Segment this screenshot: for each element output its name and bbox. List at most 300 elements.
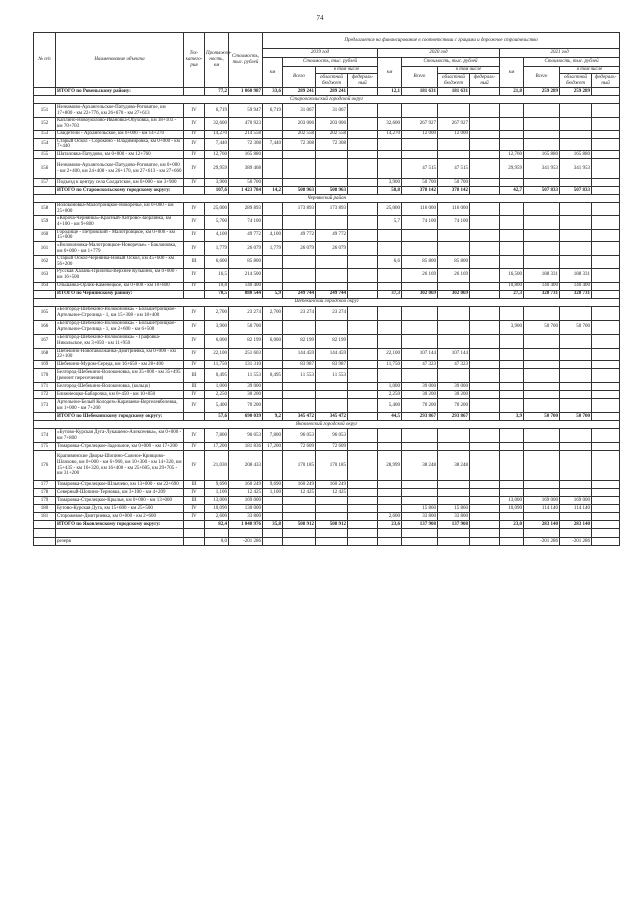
table-cell: 14,270 [378, 130, 402, 138]
table-cell [470, 215, 500, 229]
header-cost: Стоимость, тыс. рублей [229, 33, 263, 88]
object-name-cell: Старый Оскол-Чернянка-Новый Оскол, км 45+600 - км 56+200 [56, 256, 184, 269]
table-cell [348, 138, 378, 151]
table-cell: 181 631 [402, 88, 438, 96]
table-cell: 158 [34, 203, 56, 216]
table-cell: 137 908 [402, 521, 438, 529]
table-cell [402, 538, 438, 546]
table-cell: 12 000 [438, 130, 470, 138]
table-cell: 7,800 [263, 429, 283, 443]
table-cell [378, 529, 402, 538]
table-cell: 267 927 [438, 118, 470, 131]
total-row [34, 290, 620, 298]
table-cell [592, 451, 620, 481]
table-cell [34, 88, 56, 96]
table-cell [560, 369, 592, 383]
table-cell: 7,800 [205, 429, 229, 443]
object-name-cell: Русская Халань-Прилепы-Верхнее Кузькино, км 0+000 - км 16+500 [56, 268, 184, 282]
table-cell: IV [184, 505, 205, 513]
table-cell [348, 505, 378, 513]
table-cell: 27,3 [500, 290, 524, 298]
table-cell: -201 286 [560, 538, 592, 546]
object-name-cell: Старый Оскол - Сорокино - Владимировка, км 0+000 - км 7+440 [56, 138, 184, 151]
table-cell: 50 700 [402, 179, 438, 187]
object-name-cell: Белгород-Шебекино-Волоконовка, км 35+000 - км 35+495 (ремонт пересечения) [56, 369, 184, 383]
table-row [34, 306, 620, 320]
table-cell: IV [184, 320, 205, 334]
table-cell: 15 860 [402, 505, 438, 513]
table-cell: 289 241 [316, 88, 348, 96]
table-cell [348, 513, 378, 521]
table-cell [378, 489, 402, 497]
table-row [34, 179, 620, 187]
table-cell: 116 000 [402, 203, 438, 216]
table-cell [348, 361, 378, 369]
table-cell: 74 100 [438, 215, 470, 229]
table-cell [438, 229, 470, 242]
table-cell: IV [184, 489, 205, 497]
header-federal: федераль-ный [592, 74, 620, 88]
table-cell: 202 558 [316, 130, 348, 138]
table-cell: 173 [34, 399, 56, 413]
object-name-cell: Незнамово-Архангельское-Патудово-Роговатое, км 17+800 - км 22+776, км 26+670 - км 27+613 [56, 104, 184, 118]
table-cell: 47 323 [438, 361, 470, 369]
table-cell [592, 187, 620, 195]
table-cell: 508 963 [283, 187, 316, 195]
table-cell: 114 140 [524, 505, 560, 513]
table-cell [348, 497, 378, 505]
table-cell: 21,8 [500, 88, 524, 96]
table-cell: 74 100 [229, 215, 263, 229]
table-cell: 42,7 [500, 187, 524, 195]
table-cell [348, 229, 378, 242]
table-cell: 70 200 [402, 399, 438, 413]
table-cell: 188 331 [560, 268, 592, 282]
table-cell [402, 497, 438, 505]
object-name-cell: Томаровка-Стрелецкое-Задельное, км 0+000 - км 17+200 [56, 443, 184, 451]
table-cell [524, 443, 560, 451]
table-row [34, 268, 620, 282]
table-cell: 6,000 [205, 334, 229, 348]
table-cell: 152 [34, 118, 56, 131]
object-name-cell: Белгород-Шебекино-Волоконовка, (кольцо) [56, 383, 184, 391]
table-cell [524, 256, 560, 269]
table-cell: IV [184, 399, 205, 413]
table-cell [378, 443, 402, 451]
object-name-cell: Бутово-Курская Дуга, км 15+600 - км 25+500 [56, 505, 184, 513]
table-cell: 144 459 [283, 348, 316, 361]
table-cell: 49 772 [229, 229, 263, 242]
object-name-cell: Городище - Петровский - Малотроицкое, км 0+000 - км 15+000 [56, 229, 184, 242]
table-cell: IV [184, 334, 205, 348]
table-cell: 140 400 [560, 282, 592, 290]
object-name-cell: Крапивинские Дворы-Шопино-Сажное-Кривцово-Шляхово, км 0+000 - км 6+960, км 10+300 - км 14+320, км 15+435 - км 16+320, км 16+400 - км 25+605, км 29+705 - км 31+200 [56, 451, 184, 481]
table-cell [592, 361, 620, 369]
table-cell: 169 [34, 361, 56, 369]
table-cell [378, 320, 402, 334]
table-cell: 116 000 [438, 203, 470, 216]
table-cell: 180 [34, 505, 56, 513]
header-incl: в том числе [316, 67, 378, 74]
table-cell [500, 513, 524, 521]
table-cell [470, 88, 500, 96]
table-cell: 175 [34, 443, 56, 451]
table-cell: 162 [34, 256, 56, 269]
table-cell: 164 [34, 282, 56, 290]
table-cell: IV [184, 179, 205, 187]
table-cell [560, 481, 592, 489]
table-cell [402, 489, 438, 497]
table-cell [263, 215, 283, 229]
table-cell: 163 [34, 268, 56, 282]
table-cell [263, 383, 283, 391]
table-cell: 3,900 [500, 320, 524, 334]
table-cell [592, 529, 620, 538]
table-cell: 107 144 [402, 348, 438, 361]
table-cell [402, 481, 438, 489]
table-cell: 6,600 [205, 256, 229, 269]
table-cell: 470 923 [229, 118, 263, 131]
table-cell: 35,8 [263, 521, 283, 529]
table-cell [500, 489, 524, 497]
table-cell: IV [184, 443, 205, 451]
table-cell [263, 282, 283, 290]
table-cell [283, 215, 316, 229]
table-cell [500, 179, 524, 187]
table-cell: 11 553 [283, 369, 316, 383]
table-cell: 50 700 [229, 179, 263, 187]
table-cell [348, 529, 378, 538]
table-cell: 4,100 [263, 229, 283, 242]
total-row [34, 187, 620, 195]
table-cell: 74 100 [402, 215, 438, 229]
table-cell [283, 505, 316, 513]
table-cell: 5,9 [263, 290, 283, 298]
table-cell [560, 429, 592, 443]
table-cell [378, 242, 402, 256]
object-name-cell: ИТОГО по Старооскольскому городскому округу: [56, 187, 184, 195]
table-cell: 4,100 [205, 229, 229, 242]
table-cell [592, 268, 620, 282]
table-cell [402, 443, 438, 451]
table-cell: IV [184, 242, 205, 256]
table-cell [184, 521, 205, 529]
table-cell [592, 348, 620, 361]
table-cell: 39 000 [229, 383, 263, 391]
table-cell: 23,0 [500, 521, 524, 529]
table-cell: 85 800 [402, 256, 438, 269]
table-cell [470, 529, 500, 538]
table-cell [524, 513, 560, 521]
table-cell [470, 187, 500, 195]
table-cell [470, 242, 500, 256]
table-cell [470, 451, 500, 481]
table-cell [378, 497, 402, 505]
table-header [34, 33, 620, 88]
table-cell: 70,5 [205, 290, 229, 298]
table-cell: 154 [34, 138, 56, 151]
table-cell: 82 199 [283, 334, 316, 348]
table-cell [229, 529, 263, 538]
table-row [34, 229, 620, 242]
table-cell [348, 391, 378, 399]
header-regional: областной бюджет [438, 74, 470, 88]
table-cell: 23 274 [283, 306, 316, 320]
object-name-cell: Ольшанка-Орлик-Каменецкое, км 0+000 - км 10+800 [56, 282, 184, 290]
table-cell [438, 138, 470, 151]
table-cell: 6,719 [205, 104, 229, 118]
table-cell [560, 348, 592, 361]
table-row [34, 215, 620, 229]
district-header [34, 195, 620, 203]
table-cell [524, 489, 560, 497]
table-cell: 12 000 [402, 130, 438, 138]
table-cell [500, 538, 524, 546]
table-cell [402, 334, 438, 348]
table-cell: 1,000 [205, 383, 229, 391]
table-cell [438, 489, 470, 497]
table-cell [378, 334, 402, 348]
object-name-cell: «Белгород-Шебекино-Волоконовка» - Большетроицкое-Артельное-Стрелица - 1, км 15+308 - км 18+400 [56, 306, 184, 320]
table-cell: 10,090 [205, 505, 229, 513]
header-year-2020: 2020 год [378, 49, 500, 58]
table-cell [524, 451, 560, 481]
table-cell: 13,000 [500, 497, 524, 505]
table-cell [524, 203, 560, 216]
table-cell: 159 [34, 215, 56, 229]
object-name-cell: Сторожевое-Дмитриевка, км 0+000 - км 2+600 [56, 513, 184, 521]
table-cell [283, 391, 316, 399]
table-cell: 507 833 [560, 187, 592, 195]
table-cell [592, 104, 620, 118]
table-cell [470, 413, 500, 421]
table-cell: 0,495 [263, 369, 283, 383]
header-year-2021: 2021 год [500, 49, 620, 58]
table-cell [560, 451, 592, 481]
table-cell [402, 104, 438, 118]
table-cell: 11 553 [316, 369, 348, 383]
table-cell [348, 538, 378, 546]
table-body [34, 88, 620, 546]
table-cell: 165 880 [560, 151, 592, 159]
table-cell [592, 282, 620, 290]
table-cell: 302 069 [438, 290, 470, 298]
table-cell: 83 987 [283, 361, 316, 369]
object-name-cell [56, 529, 184, 538]
table-cell: 30 200 [438, 391, 470, 399]
table-cell [263, 151, 283, 159]
table-cell: 156 [34, 159, 56, 179]
table-cell [470, 229, 500, 242]
table-cell [283, 529, 316, 538]
table-cell: 214 500 [229, 268, 263, 282]
table-cell [316, 391, 348, 399]
table-cell [500, 306, 524, 320]
table-cell [592, 413, 620, 421]
table-cell [348, 413, 378, 421]
table-cell [592, 179, 620, 187]
table-row [34, 242, 620, 256]
table-cell: 170 185 [283, 451, 316, 481]
table-cell [263, 348, 283, 361]
district-title: Чернянский район [34, 195, 620, 203]
table-cell [524, 429, 560, 443]
table-cell [263, 179, 283, 187]
table-cell [263, 399, 283, 413]
table-cell [524, 361, 560, 369]
table-cell [378, 104, 402, 118]
district-header [34, 96, 620, 104]
table-cell [283, 256, 316, 269]
table-cell [316, 159, 348, 179]
table-cell [348, 256, 378, 269]
table-cell [592, 203, 620, 216]
header-total: Всего [524, 67, 560, 88]
object-name-cell: ИТОГО по Яковлевскому городскому округу: [56, 521, 184, 529]
table-cell [402, 320, 438, 334]
header-cost-sub: Стоимость, тыс. рублей [524, 58, 620, 67]
table-cell [560, 306, 592, 320]
table-cell: IV [184, 268, 205, 282]
table-cell [263, 118, 283, 131]
table-cell: 26 079 [316, 242, 348, 256]
table-cell: 3,900 [378, 179, 402, 187]
object-name-cell: Подъезд к центру села Солдатское, км 0+000 - км 3+900 [56, 179, 184, 187]
table-cell: 72 609 [316, 443, 348, 451]
table-cell: 345 472 [316, 413, 348, 421]
table-cell: 82 199 [229, 334, 263, 348]
table-cell: 5,700 [205, 215, 229, 229]
table-cell: 203 006 [283, 118, 316, 131]
table-cell: 188 331 [524, 268, 560, 282]
table-cell: 160 [34, 229, 56, 242]
table-cell: 26 079 [229, 242, 263, 256]
table-cell: 153 [34, 130, 56, 138]
table-cell [500, 215, 524, 229]
table-cell: 166 [34, 320, 56, 334]
table-cell [263, 130, 283, 138]
table-cell: 0,495 [205, 369, 229, 383]
table-cell: 167 [34, 334, 56, 348]
district-header [34, 298, 620, 306]
table-cell: 1 060 987 [229, 88, 263, 96]
table-cell [470, 399, 500, 413]
table-cell: 169 000 [524, 497, 560, 505]
table-cell [500, 138, 524, 151]
table-cell [34, 187, 56, 195]
table-cell [500, 104, 524, 118]
header-km: км [263, 58, 283, 88]
table-cell [500, 529, 524, 538]
table-cell [316, 151, 348, 159]
table-cell [524, 334, 560, 348]
table-cell: 1 040 976 [229, 521, 263, 529]
table-cell [316, 383, 348, 391]
table-cell: 85 800 [229, 256, 263, 269]
header-total: Всего [283, 67, 316, 88]
table-cell: 82 199 [316, 334, 348, 348]
table-cell: 214 558 [229, 130, 263, 138]
table-cell [438, 320, 470, 334]
district-title: Яковлевский городской округ [34, 421, 620, 429]
table-cell [348, 429, 378, 443]
table-cell: 2,600 [205, 513, 229, 521]
table-cell: 50 700 [560, 320, 592, 334]
table-cell [184, 187, 205, 195]
table-cell: 26 079 [283, 242, 316, 256]
table-cell [470, 118, 500, 131]
table-cell [263, 451, 283, 481]
table-cell [184, 413, 205, 421]
table-cell: 165 [34, 306, 56, 320]
table-cell: 49 772 [316, 229, 348, 242]
table-cell [592, 505, 620, 513]
table-cell: 345 472 [283, 413, 316, 421]
table-row [34, 497, 620, 505]
table-cell: IV [184, 203, 205, 216]
table-cell [560, 489, 592, 497]
header-name: Наименование объекта [56, 33, 184, 88]
table-cell: 1,779 [205, 242, 229, 256]
table-cell: 12,760 [500, 151, 524, 159]
table-row [34, 138, 620, 151]
table-cell: 880 544 [229, 290, 263, 298]
table-cell [470, 320, 500, 334]
table-cell [524, 138, 560, 151]
table-cell: 155 [34, 151, 56, 159]
object-name-cell: резерв [56, 538, 184, 546]
table-cell: 17,200 [263, 443, 283, 451]
table-cell [348, 451, 378, 481]
table-cell: III [184, 481, 205, 489]
table-cell [348, 215, 378, 229]
table-cell: 33 800 [438, 513, 470, 521]
header-federal: федераль-ный [470, 74, 500, 88]
table-cell: 83 987 [316, 361, 348, 369]
table-cell: 251 603 [229, 348, 263, 361]
table-cell [470, 348, 500, 361]
table-cell: 1,000 [378, 383, 402, 391]
table-cell [592, 497, 620, 505]
table-cell: 32,600 [378, 118, 402, 131]
table-cell: 171 [34, 383, 56, 391]
table-cell: 507 833 [524, 187, 560, 195]
table-cell [560, 118, 592, 131]
table-row [34, 513, 620, 521]
table-cell [283, 399, 316, 413]
table-row [34, 505, 620, 513]
table-cell [592, 229, 620, 242]
table-cell [524, 391, 560, 399]
table-cell [592, 130, 620, 138]
table-cell: 5,7 [378, 215, 402, 229]
table-cell [34, 521, 56, 529]
table-cell [283, 497, 316, 505]
table-cell: 96 053 [229, 429, 263, 443]
table-cell: 328 731 [560, 290, 592, 298]
table-cell [402, 429, 438, 443]
table-cell [34, 413, 56, 421]
object-name-cell: Томаровка-Стрелецкое-Шлычево, км 13+000 - км 22+690 [56, 481, 184, 489]
table-row [34, 399, 620, 413]
table-cell: IV [184, 306, 205, 320]
table-cell [316, 497, 348, 505]
table-cell [378, 369, 402, 383]
table-cell [560, 229, 592, 242]
object-name-cell: Свидетели - Архангельское, км 0+000 - км 14+270 [56, 130, 184, 138]
object-name-cell: Томаровка-Стрелецкое-Крылья, км 0+000 - км 13+000 [56, 497, 184, 505]
table-cell: 16,5 [205, 268, 229, 282]
